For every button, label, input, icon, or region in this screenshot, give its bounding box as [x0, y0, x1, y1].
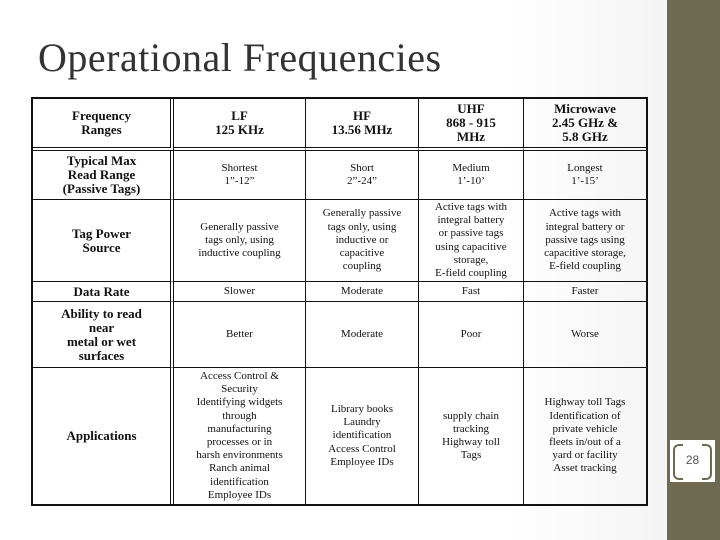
cell-uhf-tag-power: Active tags with integral battery or passive tags using capacitive storage, E-field coupling [419, 200, 524, 282]
table-row [33, 200, 646, 282]
cell-microwave-tag-power: Active tags with integral battery or passive tags using capacitive storage, E-field coupling [524, 200, 646, 282]
header-uhf: UHF 868 - 915 MHz [419, 99, 524, 151]
page-number: 28 [685, 453, 700, 467]
cell-uhf-metal-read: Poor [419, 302, 524, 368]
cell-lf-metal-read: Better [174, 302, 306, 368]
row-label-read-range: Typical Max Read Range (Passive Tags) [33, 151, 174, 200]
row-label-tag-power: Tag Power Source [33, 200, 174, 282]
cell-microwave-data-rate: Faster [524, 282, 646, 302]
header-lf: LF 125 KHz [174, 99, 306, 151]
header-row [33, 99, 646, 151]
cell-lf-read-range: Shortest 1”-12” [174, 151, 306, 200]
cell-lf-tag-power: Generally passive tags only, using inductive coupling [174, 200, 306, 282]
cell-microwave-applications: Highway toll Tags Identification of private vehicle fleets in/out of a yard or facility Asset tracking [544, 396, 626, 475]
cell-hf-read-range: Short 2”-24” [306, 151, 419, 200]
cell-lf-data-rate: Slower [174, 282, 306, 302]
cell-hf-applications: Library books Laundry identification Access Control Employee IDs [306, 368, 419, 504]
row-label-data-rate: Data Rate [33, 282, 174, 302]
page-number-badge [670, 440, 715, 482]
table-row [33, 302, 646, 368]
cell-hf-metal-read: Moderate [306, 302, 419, 368]
header-hf: HF 13.56 MHz [306, 99, 419, 151]
cell-microwave-metal-read: Worse [524, 302, 646, 368]
row-label-metal-read: Ability to read near metal or wet surfaces [33, 302, 174, 368]
cell-uhf-applications: supply chain tracking Highway toll Tags [419, 368, 524, 504]
cell-microwave-read-range: Longest 1’-15’ [524, 151, 646, 200]
table-row [33, 282, 646, 302]
cell-hf-tag-power: Generally passive tags only, using inductive or capacitive coupling [306, 200, 419, 282]
header-microwave: Microwave 2.45 GHz & 5.8 GHz [524, 99, 646, 151]
slide-title: Operational Frequencies [38, 35, 442, 80]
frequency-table [31, 97, 648, 506]
table-row [33, 151, 646, 200]
cell-uhf-data-rate: Fast [419, 282, 524, 302]
row-label-applications: Applications [33, 368, 174, 504]
cell-uhf-read-range: Medium 1’-10’ [419, 151, 524, 200]
table-row [33, 368, 646, 504]
header-row-label: Frequency Ranges [33, 99, 174, 151]
cell-lf-applications: Access Control & Security Identifying widgets through manufacturing processes or in harsh environments Ranch animal identification Employee IDs [174, 368, 306, 504]
cell-hf-data-rate: Moderate [306, 282, 419, 302]
